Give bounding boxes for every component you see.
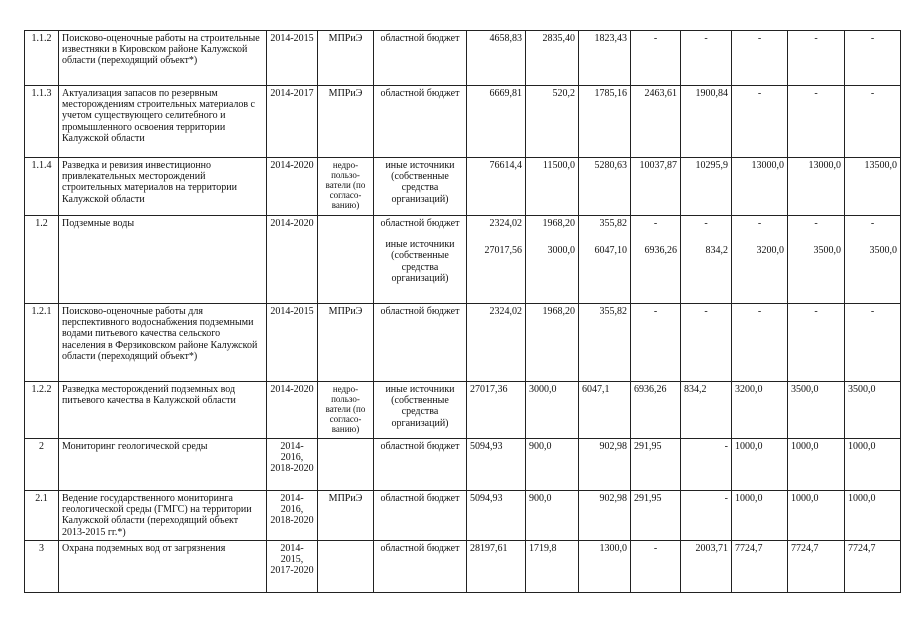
value-2016: - — [631, 31, 681, 86]
value-2016: 10037,87 — [631, 158, 681, 216]
value-2017: 1900,84 — [681, 86, 732, 158]
value-2019: - — [788, 304, 845, 382]
value-2019: 1000,0 — [788, 439, 845, 491]
item-number: 1.1.2 — [25, 31, 59, 86]
item-name: Подземные воды — [59, 216, 267, 304]
value-2014: 11500,0 — [526, 158, 579, 216]
value-2018: 3200,0 — [732, 382, 788, 439]
item-number: 2 — [25, 439, 59, 491]
item-executor: МПРиЭ — [318, 491, 374, 541]
value-2016: 6936,26 — [631, 382, 681, 439]
total-value: 27017,36 — [467, 382, 526, 439]
value-2020 — [845, 216, 901, 304]
value-2018: 7724,7 — [732, 540, 788, 592]
table-row — [25, 216, 901, 304]
value-2020: 1000,0 — [845, 439, 901, 491]
value-2016: - — [631, 540, 681, 592]
total-value-primary: 2324,02 — [489, 218, 522, 229]
value-2020: 7724,7 — [845, 540, 901, 592]
value-2014: 520,2 — [526, 86, 579, 158]
table-row — [25, 86, 901, 158]
value-2018: 1000,0 — [732, 439, 788, 491]
value-2017: - — [681, 31, 732, 86]
funding-source: областной бюджет — [374, 304, 467, 382]
value-2017: - — [681, 491, 732, 541]
value-2019: 7724,7 — [788, 540, 845, 592]
item-number: 1.2.1 — [25, 304, 59, 382]
value-2015: 902,98 — [579, 491, 631, 541]
value-2016: 2463,61 — [631, 86, 681, 158]
value-2017 — [681, 216, 732, 304]
value-2015 — [579, 216, 631, 304]
funding-source: иные источники (собственные средства организаций) — [374, 382, 467, 439]
value-2015: 5280,63 — [579, 158, 631, 216]
funding-source: иные источники (собственные средства организаций) — [374, 158, 467, 216]
value-2020-secondary: 3500,0 — [869, 245, 897, 257]
value-2015-primary: 355,82 — [599, 218, 627, 229]
item-name: Актуализация запасов по резервным месторождениям строительных материалов с учетом существующего селитебного и промышленного освоения территории Калужской области — [59, 86, 267, 158]
table-row — [25, 158, 901, 216]
value-2019: 13000,0 — [788, 158, 845, 216]
item-name: Охрана подземных вод от загрязнения — [59, 540, 267, 592]
table-row — [25, 540, 901, 592]
funding-source: областной бюджет — [374, 439, 467, 491]
funding-source-secondary: иные источники (собственные средства организаций) — [385, 239, 455, 284]
value-2020: - — [845, 31, 901, 86]
item-number: 1.1.3 — [25, 86, 59, 158]
value-2020: 13500,0 — [845, 158, 901, 216]
value-2017-primary: - — [704, 218, 708, 229]
value-2017: 10295,9 — [681, 158, 732, 216]
item-executor — [318, 439, 374, 491]
value-2016: 291,95 — [631, 491, 681, 541]
value-2016: - — [631, 304, 681, 382]
value-2014-secondary: 3000,0 — [547, 245, 575, 257]
total-value: 5094,93 — [467, 491, 526, 541]
value-2014: 1719,8 — [526, 540, 579, 592]
value-2018: 1000,0 — [732, 491, 788, 541]
item-years: 2014-2016, 2018-2020 — [267, 491, 318, 541]
item-executor: МПРиЭ — [318, 86, 374, 158]
value-2019-secondary: 3500,0 — [813, 245, 841, 257]
value-2018-primary: - — [757, 218, 762, 229]
value-2020: 3500,0 — [845, 382, 901, 439]
item-years: 2014-2020 — [267, 158, 318, 216]
value-2019: - — [788, 31, 845, 86]
item-number: 3 — [25, 540, 59, 592]
value-2018: - — [732, 31, 788, 86]
value-2015: 1300,0 — [579, 540, 631, 592]
value-2018: 13000,0 — [732, 158, 788, 216]
value-2016 — [631, 216, 681, 304]
value-2017: - — [681, 439, 732, 491]
value-2015-secondary: 6047,10 — [594, 245, 627, 257]
item-number: 1.2 — [25, 216, 59, 304]
item-name: Мониторинг геологической среды — [59, 439, 267, 491]
value-2017: - — [681, 304, 732, 382]
value-2020: - — [845, 304, 901, 382]
value-2015: 1823,43 — [579, 31, 631, 86]
item-years: 2014-2017 — [267, 86, 318, 158]
value-2020: - — [845, 86, 901, 158]
table-row — [25, 491, 901, 541]
item-number: 2.1 — [25, 491, 59, 541]
item-years: 2014-2016, 2018-2020 — [267, 439, 318, 491]
item-executor: МПРиЭ — [318, 304, 374, 382]
total-value: 6669,81 — [467, 86, 526, 158]
item-number: 1.2.2 — [25, 382, 59, 439]
total-value: 2324,02 — [467, 304, 526, 382]
value-2014: 3000,0 — [526, 382, 579, 439]
item-name: Поисково-оценочные работы на строительные известняки в Кировском районе Калужской области (переходящий объект*) — [59, 31, 267, 86]
value-2014: 900,0 — [526, 439, 579, 491]
value-2018: - — [732, 86, 788, 158]
item-executor: недро-пользо-ватели (по согласо-ванию) — [318, 158, 374, 216]
item-executor — [318, 216, 374, 304]
value-2016-primary: - — [653, 218, 658, 229]
item-years: 2014-2015 — [267, 304, 318, 382]
funding-source: областной бюджет — [374, 31, 467, 86]
value-2017: 834,2 — [681, 382, 732, 439]
item-name: Поисково-оценочные работы для перспективного водоснабжения подземными водами питьевого качества сельского населения в Ферзиковском районе Калужской области (переходящий объект*) — [59, 304, 267, 382]
total-value: 4658,83 — [467, 31, 526, 86]
table-row — [25, 304, 901, 382]
value-2017-secondary: 834,2 — [705, 245, 728, 257]
value-2020-primary: - — [870, 218, 875, 229]
value-2019-primary: - — [814, 218, 818, 229]
value-2018 — [732, 216, 788, 304]
total-value: 5094,93 — [467, 439, 526, 491]
funding-source: областной бюджет — [374, 540, 467, 592]
value-2014: 1968,20 — [526, 304, 579, 382]
value-2016-secondary: 6936,26 — [644, 245, 677, 257]
value-2014: 2835,40 — [526, 31, 579, 86]
funding-source: областной бюджет — [374, 491, 467, 541]
value-2018-secondary: 3200,0 — [756, 245, 784, 257]
item-executor — [318, 540, 374, 592]
value-2015: 6047,1 — [579, 382, 631, 439]
total-value-secondary: 27017,56 — [484, 245, 522, 257]
value-2019: 1000,0 — [788, 491, 845, 541]
value-2014: 900,0 — [526, 491, 579, 541]
item-number: 1.1.4 — [25, 158, 59, 216]
value-2020: 1000,0 — [845, 491, 901, 541]
item-years: 2014-2020 — [267, 216, 318, 304]
value-2018: - — [732, 304, 788, 382]
value-2015: 355,82 — [579, 304, 631, 382]
funding-source: областной бюджет — [374, 86, 467, 158]
total-value — [467, 216, 526, 304]
value-2017: 2003,71 — [681, 540, 732, 592]
funding-source-primary: областной бюджет — [380, 218, 460, 229]
table-row — [25, 439, 901, 491]
table-row — [25, 382, 901, 439]
item-years: 2014-2015 — [267, 31, 318, 86]
value-2016: 291,95 — [631, 439, 681, 491]
value-2019 — [788, 216, 845, 304]
value-2015: 1785,16 — [579, 86, 631, 158]
table-row — [25, 31, 901, 86]
value-2015: 902,98 — [579, 439, 631, 491]
total-value: 76614,4 — [467, 158, 526, 216]
value-2014 — [526, 216, 579, 304]
item-executor: недро-пользо-ватели (по согласо-ванию) — [318, 382, 374, 439]
item-executor: МПРиЭ — [318, 31, 374, 86]
item-years: 2014-2015, 2017-2020 — [267, 540, 318, 592]
item-name: Разведка месторождений подземных вод питьевого качества в Калужской области — [59, 382, 267, 439]
budget-table — [24, 30, 901, 593]
item-years: 2014-2020 — [267, 382, 318, 439]
item-name: Разведка и ревизия инвестиционно привлекательных месторождений строительных материалов на территории Калужской области — [59, 158, 267, 216]
value-2019: 3500,0 — [788, 382, 845, 439]
funding-source — [374, 216, 467, 304]
total-value: 28197,61 — [467, 540, 526, 592]
value-2019: - — [788, 86, 845, 158]
item-name: Ведение государственного мониторинга геологической среды (ГМГС) на территории Калужской области (переходящий объект 2013-2015 гг.*) — [59, 491, 267, 541]
value-2014-primary: 1968,20 — [542, 218, 575, 229]
